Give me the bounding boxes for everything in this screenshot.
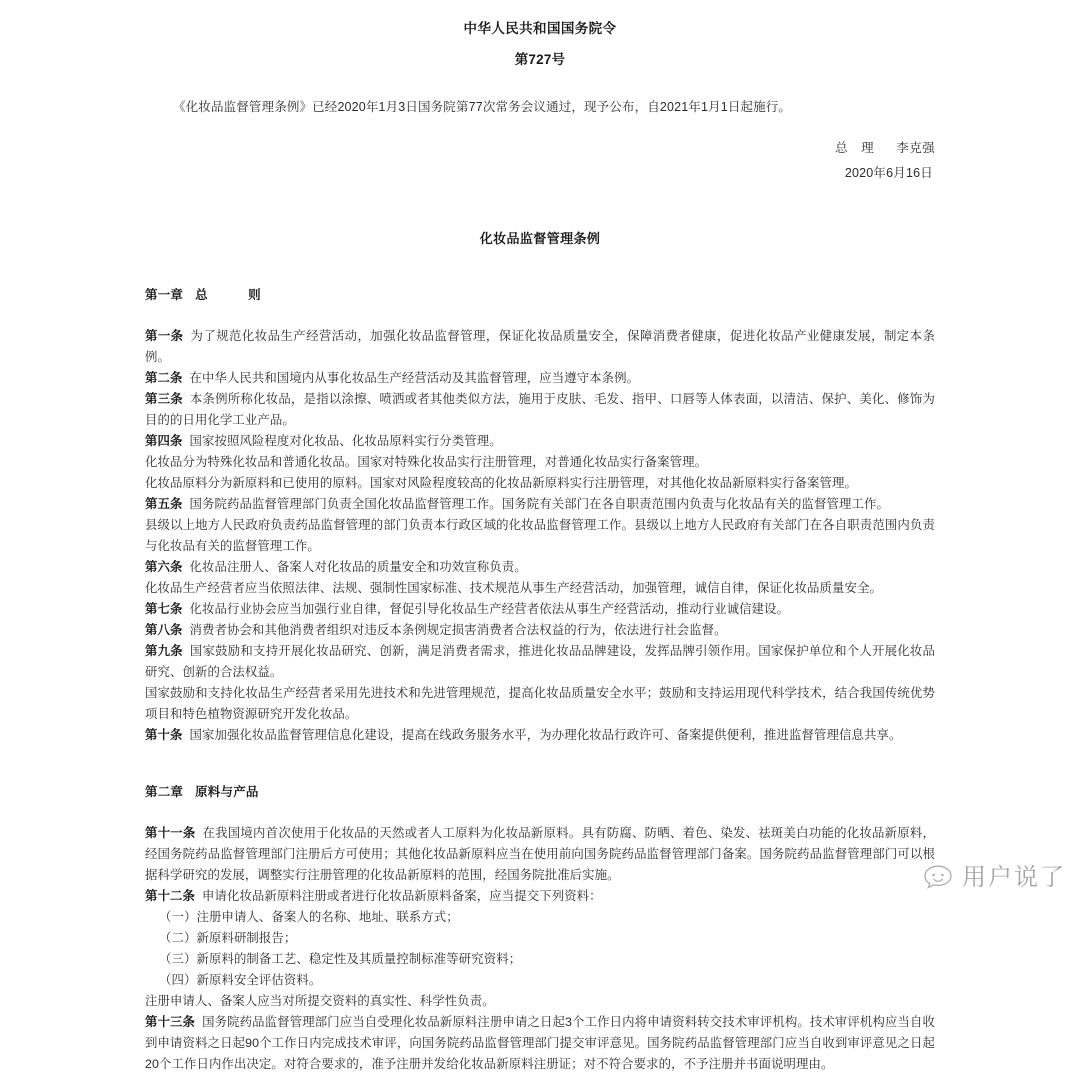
signatory-role: 总 理 — [835, 141, 879, 155]
chapter-heading-2 — [145, 782, 935, 803]
continuation-paragraph — [145, 578, 935, 599]
article-text: 为了规范化妆品生产经营活动，加强化妆品监督管理，保证化妆品质量安全，保障消费者健康，促进化妆品产业健康发展，制定本条例。 — [145, 329, 935, 364]
continuation-paragraph — [145, 452, 935, 473]
article-paragraph — [145, 886, 935, 907]
article-text: 化妆品注册人、备案人对化妆品的质量安全和功效宣称负责。 — [189, 560, 527, 574]
regulation-title: 化妆品监督管理条例 — [479, 231, 601, 246]
article-text: 国家鼓励和支持开展化妆品研究、创新，满足消费者需求，推进化妆品品牌建设，发挥品牌引领作用。国家保护单位和个人开展化妆品研究、创新的合法权益。 — [145, 644, 935, 679]
article-number: 第九条 — [145, 644, 183, 658]
article-number: 第十三条 — [145, 1015, 196, 1029]
article-number: 第八条 — [145, 623, 183, 637]
article-text: 国家加强化妆品监督管理信息化建设，提高在线政务服务水平，为办理化妆品行政许可、备案提供便利，推进监督管理信息共享。 — [189, 728, 902, 742]
article-number: 第四条 — [145, 434, 183, 448]
article-paragraph — [145, 1012, 935, 1075]
chapter-2-body — [145, 823, 935, 1075]
chapter-number: 第一章 — [145, 288, 184, 302]
continuation-paragraph — [145, 515, 935, 557]
article-sub-item: （三）新原料的制备工艺、稳定性及其质量控制标准等研究资料； — [159, 952, 522, 966]
article-paragraph — [145, 494, 935, 515]
chapter-number: 第二章 — [145, 785, 184, 799]
article-number: 第一条 — [145, 329, 184, 343]
article-number: 第三条 — [145, 392, 183, 406]
article-paragraph — [145, 823, 935, 886]
article-number: 第十二条 — [145, 889, 195, 903]
article-paragraph — [145, 641, 935, 683]
article-number: 第二条 — [145, 371, 183, 385]
continuation-paragraph — [145, 683, 935, 725]
preamble-paragraph: 《化妆品监督管理条例》已经2020年1月3日国务院第77次常务会议通过，现予公布，自2021年1月1日起施行。 — [173, 100, 792, 114]
article-number: 第六条 — [145, 560, 183, 574]
chapter-name: 原料与产品 — [195, 785, 259, 799]
article-text: 县级以上地方人民政府负责药品监督管理的部门负责本行政区域的化妆品监督管理工作。县级以上地方人民政府有关部门在各自职责范围内负责与化妆品有关的监督管理工作。 — [145, 518, 935, 553]
article-paragraph — [145, 326, 935, 368]
article-text: 国家按照风险程度对化妆品、化妆品原料实行分类管理。 — [189, 434, 502, 448]
watermark-brand — [921, 863, 1066, 893]
signatory-line — [145, 138, 935, 159]
article-text: 化妆品原料分为新原料和已使用的原料。国家对风险程度较高的化妆品新原料实行注册管理，对其他化妆品新原料实行备案管理。 — [145, 476, 857, 490]
article-number: 第七条 — [145, 602, 183, 616]
article-paragraph — [145, 599, 935, 620]
signature-block — [145, 138, 935, 184]
watermark-text: 用户说了 — [962, 865, 1066, 891]
chapter-1-body — [145, 326, 935, 746]
article-text: 国家鼓励和支持化妆品生产经营者采用先进技术和先进管理规范，提高化妆品质量安全水平；鼓励和支持运用现代科学技术，结合我国传统优势项目和特色植物资源研究开发化妆品。 — [145, 686, 935, 721]
article-text: 在中华人民共和国境内从事化妆品生产经营活动及其监督管理，应当遵守本条例。 — [189, 371, 640, 385]
article-sub-item: （二）新原料研制报告； — [159, 931, 297, 945]
article-paragraph — [145, 557, 935, 578]
article-number: 第十条 — [145, 728, 183, 742]
decree-number: 第727号 — [514, 52, 566, 67]
article-sub-item: （四）新原料安全评估资料。 — [159, 973, 322, 987]
article-paragraph — [145, 725, 935, 746]
article-text: 化妆品行业协会应当加强行业自律，督促引导化妆品生产经营者依法从事生产经营活动，推动行业诚信建设。 — [189, 602, 790, 616]
article-text: 注册申请人、备案人应当对所提交资料的真实性、科学性负责。 — [145, 994, 495, 1008]
signatory-name: 李克强 — [896, 141, 935, 155]
decree-title: 中华人民共和国国务院令 — [463, 21, 617, 36]
article-number: 第十一条 — [145, 826, 196, 840]
signature-date: 2020年6月16日 — [844, 166, 933, 180]
article-paragraph — [145, 620, 935, 641]
article-paragraph — [145, 431, 935, 452]
article-text: 化妆品生产经营者应当依照法律、法规、强制性国家标准、技术规范从事生产经营活动，加强管理，诚信自律，保证化妆品质量安全。 — [145, 581, 882, 595]
chapter-name: 总 则 — [195, 288, 275, 302]
document-content — [145, 0, 935, 1075]
article-text: 国务院药品监督管理部门负责全国化妆品监督管理工作。国务院有关部门在各自职责范围内负责与化妆品有关的监督管理工作。 — [189, 497, 889, 511]
chapter-heading-1 — [145, 285, 935, 306]
article-text: 申请化妆品新原料注册或者进行化妆品新原料备案，应当提交下列资料： — [201, 889, 602, 903]
article-text: 本条例所称化妆品，是指以涂擦、喷洒或者其他类似方法，施用于皮肤、毛发、指甲、口唇等人体表面，以清洁、保护、美化、修饰为目的的日用化学工业产品。 — [145, 392, 935, 427]
continuation-paragraph — [145, 473, 935, 494]
article-text: 在我国境内首次使用于化妆品的天然或者人工原料为化妆品新原料。具有防腐、防晒、着色、染发、祛斑美白功能的化妆品新原料，经国务院药品监督管理部门注册后方可使用；其他化妆品新原料应当在使用前向国务院药品监督管理部门备案。国务院药品监督管理部门可以根据科学研究的发展，调整实行注册管理的化妆品新原料的范围，经国务院批准后实施。 — [145, 826, 935, 882]
continuation-paragraph — [145, 991, 935, 1012]
article-paragraph — [145, 389, 935, 431]
article-number: 第五条 — [145, 497, 183, 511]
article-text: 国务院药品监督管理部门应当自受理化妆品新原料注册申请之日起3个工作日内将申请资料转交技术审评机构。技术审评机构应当自收到申请资料之日起90个工作日内完成技术审评，向国务院药品监督管理部门提交审评意见。国务院药品监督管理部门应当自收到审评意见之日起20个工作日内作出决定。对符合要求的，准予注册并发给化妆品新原料注册证；对不符合要求的，不予注册并书面说明理由。 — [145, 1015, 936, 1071]
article-text: 消费者协会和其他消费者组织对违反本条例规定损害消费者合法权益的行为，依法进行社会监督。 — [189, 623, 727, 637]
article-text: 化妆品分为特殊化妆品和普通化妆品。国家对特殊化妆品实行注册管理，对普通化妆品实行备案管理。 — [145, 455, 708, 469]
article-sub-item: （一）注册申请人、备案人的名称、地址、联系方式； — [159, 910, 459, 924]
article-paragraph — [145, 368, 935, 389]
